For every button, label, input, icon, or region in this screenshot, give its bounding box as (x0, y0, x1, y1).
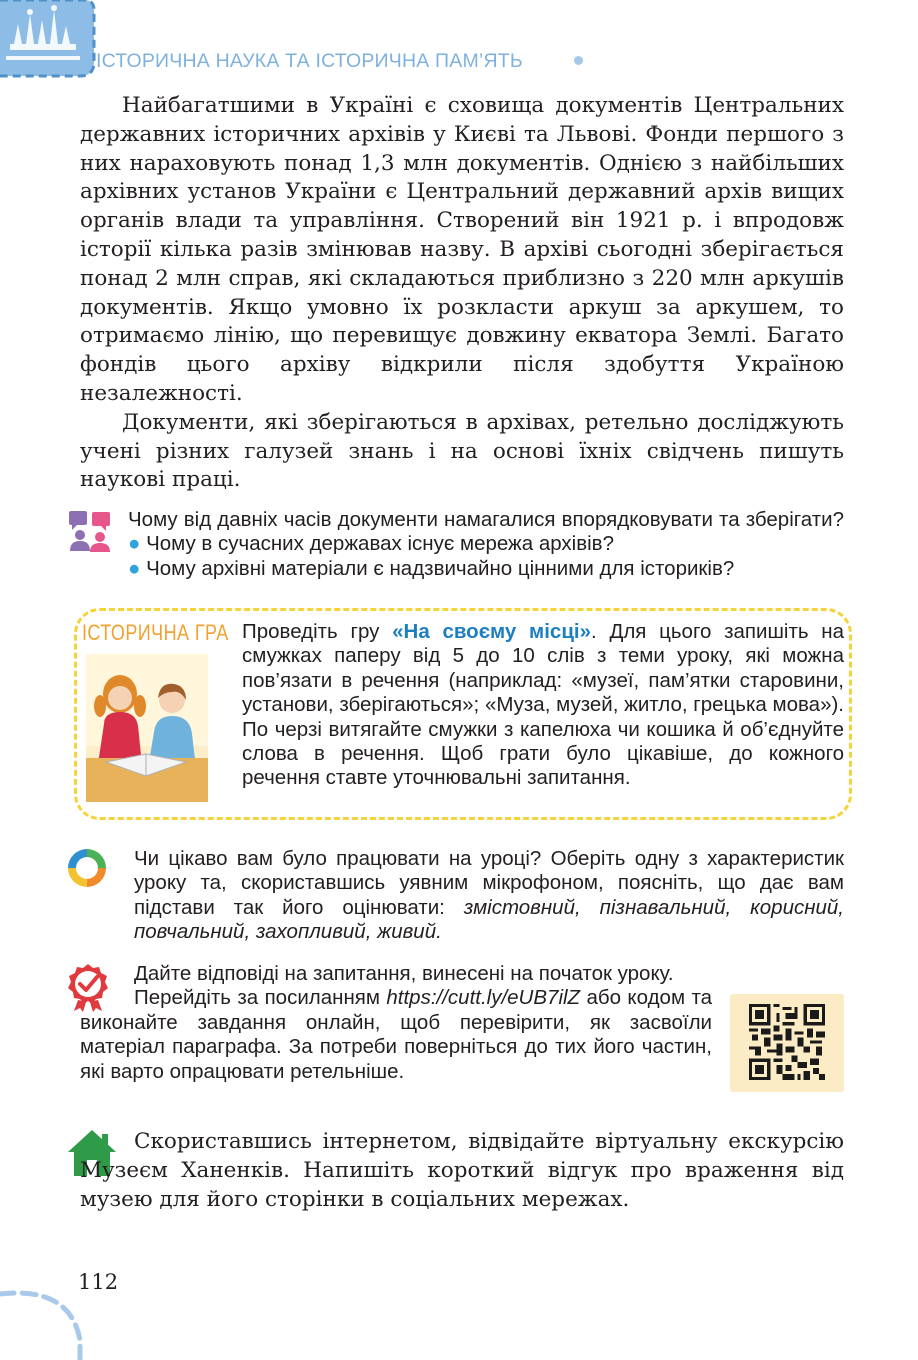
paragraph: Найбагатшими в Україні є сховища документів Центральних державних історичних архівів у Києві та Львові. Фонди першого з них нараховують понад 1,3 млн документів. Однією з найбільших архівних установ України є Центральний державний архів вищих органів влади та управління. Створений він 1921 р. і впродовж історії кілька разів змінював назву. В архіві сьогодні зберігається понад 2 млн справ, які складаються приблизно з 220 млн аркушів документів. Якщо умовно їх розкласти аркуш за аркушем, то отримаємо лінію, що перевищує довжину екватора Землі. Багато фондів цього архіву відкрили після здобуття Україною незалежності. (80, 93, 844, 406)
online-task-link[interactable]: https://cutt.ly/eUB7ilZ (386, 986, 581, 1010)
check-text-part: або кодом та виконайте завдання онлайн, щоб перевірити, як засвоїли матеріал параграфа. За потреби поверніться до тих його частин, які варто опрацювати ретельніше. (80, 986, 712, 1083)
reflection-text (134, 847, 844, 945)
question: Чому в сучасних державах існує мережа архівів? (146, 532, 614, 556)
check-line: Дайте відповіді на запитання, винесені на початок уроку. (134, 962, 674, 985)
bullet-icon: ● (128, 532, 141, 556)
check-paragraph (80, 986, 712, 1084)
game-name: «На своєму місці» (392, 620, 592, 643)
running-header: ІСТОРИЧНА НАУКА ТА ІСТОРИЧНА ПАМ’ЯТЬ (96, 50, 523, 72)
game-title: ІСТОРИЧНА ГРА (82, 620, 229, 645)
check-text (80, 962, 712, 1084)
bullet-icon: ● (128, 556, 141, 580)
question: Чому від давніх часів документи намагалися впорядковувати та зберігати? (128, 508, 844, 531)
corner-decoration (0, 1280, 90, 1360)
questions-block (128, 508, 844, 581)
game-text-part: . Для цього запишіть на смужках паперу від 5 до 10 слів з теми уроку, які можна пов’язати в речення (наприклад: «музеї, пам’ятки старовини, установи, зберігаються»; «Муза, музей, житло, грецька мова»). По черзі витягайте смужки з капелюха чи кошика й об’єднуйте слова в речення. Щоб грати було цікавіше, до кожного речення ставте уточнювальні запитання. (242, 620, 844, 790)
paragraph: Документи, які зберігаються в архівах, ретельно досліджують учені різних галузей знань і на основі їхніх свідчень пишуть наукові праці. (80, 409, 844, 493)
monument-badge-icon (0, 0, 96, 80)
reflection-question: Чи цікаво вам було працювати на уроці? Оберіть одну з характеристик уроку та, скориставшись уявним мікрофоном, поясніть, що дає вам підстави так його оцінювати: (134, 847, 844, 919)
homework-text (80, 1128, 844, 1214)
game-text (242, 620, 844, 791)
qr-code-icon[interactable] (749, 1004, 825, 1080)
question: Чому архівні матеріали є надзвичайно цінними для істориків? (146, 556, 735, 580)
reflection-adjectives: змістовний, пізнавальний, корисний, повчальний, захопливий, живий. (134, 895, 844, 944)
page-number: 112 (78, 1270, 119, 1294)
main-text (80, 92, 844, 495)
children-reading-illustration (86, 654, 208, 802)
homework-paragraph: Скориставшись інтернетом, відвідайте віртуальну екскурсію Музеєм Ханенків. Напишіть короткий відгук про враження від музею для його сторінки в соціальних мережах. (80, 1129, 844, 1212)
check-text-part: Перейдіть за посиланням (134, 986, 387, 1010)
cycle-arrows-icon (64, 845, 110, 891)
discussion-people-icon (68, 510, 112, 552)
header-dot (574, 56, 583, 65)
game-text-part: Проведіть гру (242, 620, 393, 643)
